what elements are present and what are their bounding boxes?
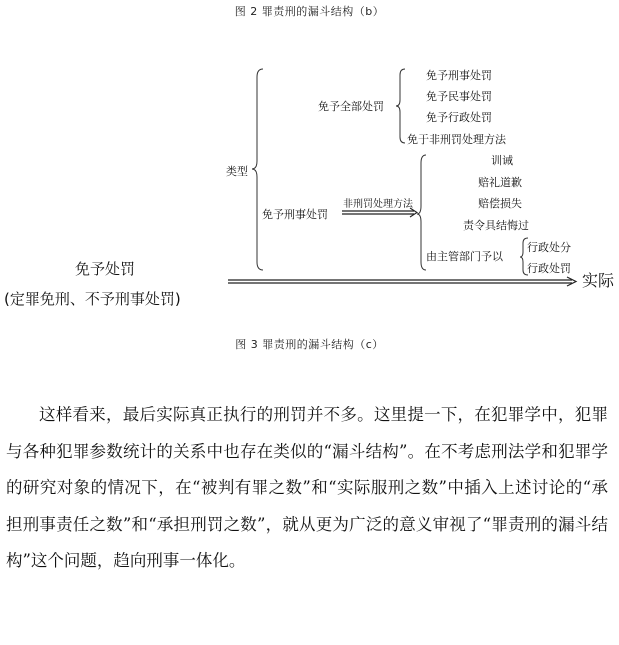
non-penal-measure: 责令具结悔过 xyxy=(463,219,529,232)
non-penal-arrow-label: 非刑罚处理方法 xyxy=(343,199,413,210)
types-label: 类型 xyxy=(226,165,248,178)
body-text-block xyxy=(6,397,608,580)
exemption-title: 免予处罚 xyxy=(75,260,136,278)
authority-label: 由主管部门予以 xyxy=(426,250,503,263)
funnel-diagram xyxy=(0,55,619,310)
criminal-exemption-brace xyxy=(417,155,426,270)
outcome-label: 实际 xyxy=(582,271,615,290)
authority-item: 行政处分 xyxy=(527,241,571,254)
figure-caption-b: 图 2 罪责刑的漏斗结构（b） xyxy=(234,5,385,18)
authority-item: 行政处罚 xyxy=(527,262,571,275)
full-exemption-item: 免予刑事处罚 xyxy=(426,69,492,82)
main-brace xyxy=(252,69,263,270)
figure-caption-c: 图 3 罪责刑的漏斗结构（c） xyxy=(235,338,384,351)
full-exemption-label: 免予全部处罚 xyxy=(318,100,384,113)
non-penal-measure: 赔偿损失 xyxy=(478,197,522,210)
non-penal-measure: 训诫 xyxy=(491,154,513,167)
full-exemption-item: 免于非刑罚处理方法 xyxy=(407,133,506,146)
outcome-arrow-head xyxy=(567,277,576,286)
exemption-subtitle: (定罪免刑、不予刑事处罚) xyxy=(4,290,181,308)
full-exemption-item: 免予行政处罚 xyxy=(426,111,492,124)
body-paragraph: 这样看来，最后实际真正执行的刑罚并不多。这里提一下，在犯罪学中，犯罪与各种犯罪参数统计的关系中也存在类似的“漏斗结构”。在不考虑刑法学和犯罪学的研究对象的情况下，在“被判有罪之数”和“实际服刑之数”中插入上述讨论的“承担刑事责任之数”和“承担刑罚之数”，就从更为广泛的意义审视了“罪责刑的漏斗结构”这个问题，趋向刑事一体化。 xyxy=(6,405,608,570)
full-exemption-brace xyxy=(396,69,405,143)
non-penal-measure: 赔礼道歉 xyxy=(478,176,522,189)
full-exemption-item: 免予民事处罚 xyxy=(426,90,492,103)
criminal-exemption-label: 免予刑事处罚 xyxy=(262,208,328,221)
